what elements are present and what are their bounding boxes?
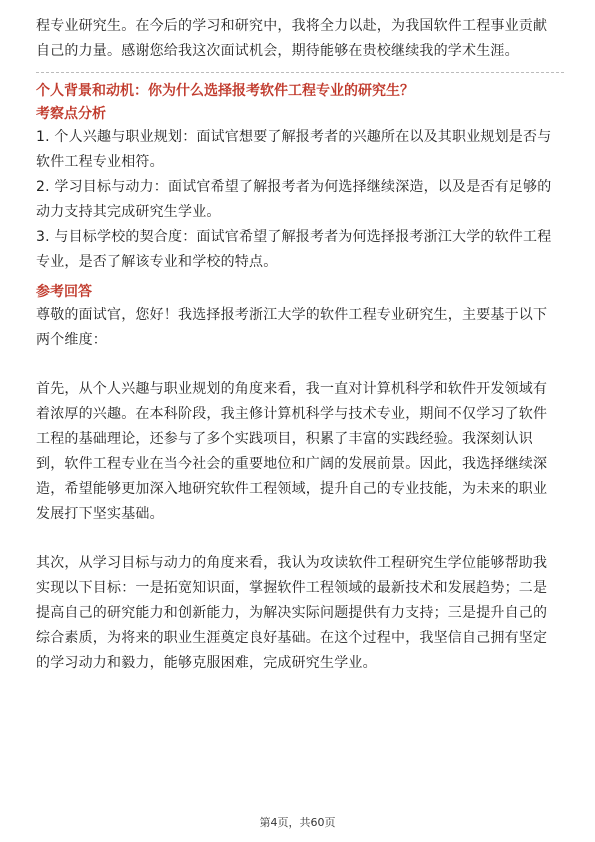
analysis-item [36, 125, 564, 175]
analysis-list [36, 125, 564, 275]
text-line: 的学习动力和毅力，能够克服困难，完成研究生学业。 [36, 655, 377, 671]
section-divider [36, 72, 564, 73]
analysis-item [36, 175, 564, 225]
paragraph-gap [36, 527, 564, 551]
text-line: 程专业研究生。在今后的学习和研究中，我将全力以赴，为我国软件工程事业贡献 [36, 18, 548, 34]
text-line: 软件工程专业相符。 [36, 154, 164, 170]
answer-paragraph-1 [36, 377, 564, 527]
text-line: 发展打下坚实基础。 [36, 506, 164, 522]
text-line: 综合素质，为将来的职业生涯奠定良好基础。在这个过程中，我坚信自己拥有坚定 [36, 630, 548, 646]
text-line: 动力支持其完成研究生学业。 [36, 204, 221, 220]
text-line: 工程的基础理论，还参与了多个实践项目，积累了丰富的实践经验。我深刻认识 [36, 431, 533, 447]
text-line: 3. 与目标学校的契合度：面试官希望了解报考者为何选择报考浙江大学的软件工程 [36, 229, 552, 245]
text-line: 专业，是否了解该专业和学校的特点。 [36, 254, 278, 270]
text-line: 提高自己的研究能力和创新能力，为解决实际问题提供有力支持；三是提升自己的 [36, 605, 548, 621]
text-line: 造，希望能够更加深入地研究软件工程领域，提升自己的专业技能，为未来的职业 [36, 481, 548, 497]
text-line: 其次，从学习目标与动力的角度来看，我认为攻读软件工程研究生学位能够帮助我 [36, 555, 548, 571]
answer-heading: 参考回答 [36, 284, 92, 300]
text-line: 两个维度： [36, 332, 107, 348]
analysis-item [36, 225, 564, 275]
text-line: 首先，从个人兴趣与职业规划的角度来看，我一直对计算机科学和软件开发领域有 [36, 381, 548, 397]
text-line: 到，软件工程专业在当今社会的重要地位和广阔的发展前景。因此，我选择继续深 [36, 456, 548, 472]
text-line: 2. 学习目标与动力：面试官希望了解报考者为何选择继续深造，以及是否有足够的 [36, 179, 552, 195]
intro-paragraph [36, 14, 564, 64]
question-heading: 个人背景和动机：你为什么选择报考软件工程专业的研究生？ [36, 83, 414, 99]
text-line: 1. 个人兴趣与职业规划：面试官想要了解报考者的兴趣所在以及其职业规划是否与 [36, 129, 552, 145]
document-page [36, 14, 564, 676]
answer-opening [36, 303, 564, 353]
paragraph-gap [36, 353, 564, 377]
answer-paragraph-2 [36, 551, 564, 676]
page-number: 第4页，共60页 [259, 816, 336, 829]
text-line: 着浓厚的兴趣。在本科阶段，我主修计算机科学与技术专业，期间不仅学习了软件 [36, 406, 548, 422]
text-line: 尊敬的面试官，您好！我选择报考浙江大学的软件工程专业研究生，主要基于以下 [36, 307, 548, 323]
text-line: 自己的力量。感谢您给我这次面试机会，期待能够在贵校继续我的学术生涯。 [36, 43, 519, 59]
analysis-heading: 考察点分析 [36, 106, 106, 122]
text-line: 实现以下目标：一是拓宽知识面，掌握软件工程领域的最新技术和发展趋势；二是 [36, 580, 548, 596]
